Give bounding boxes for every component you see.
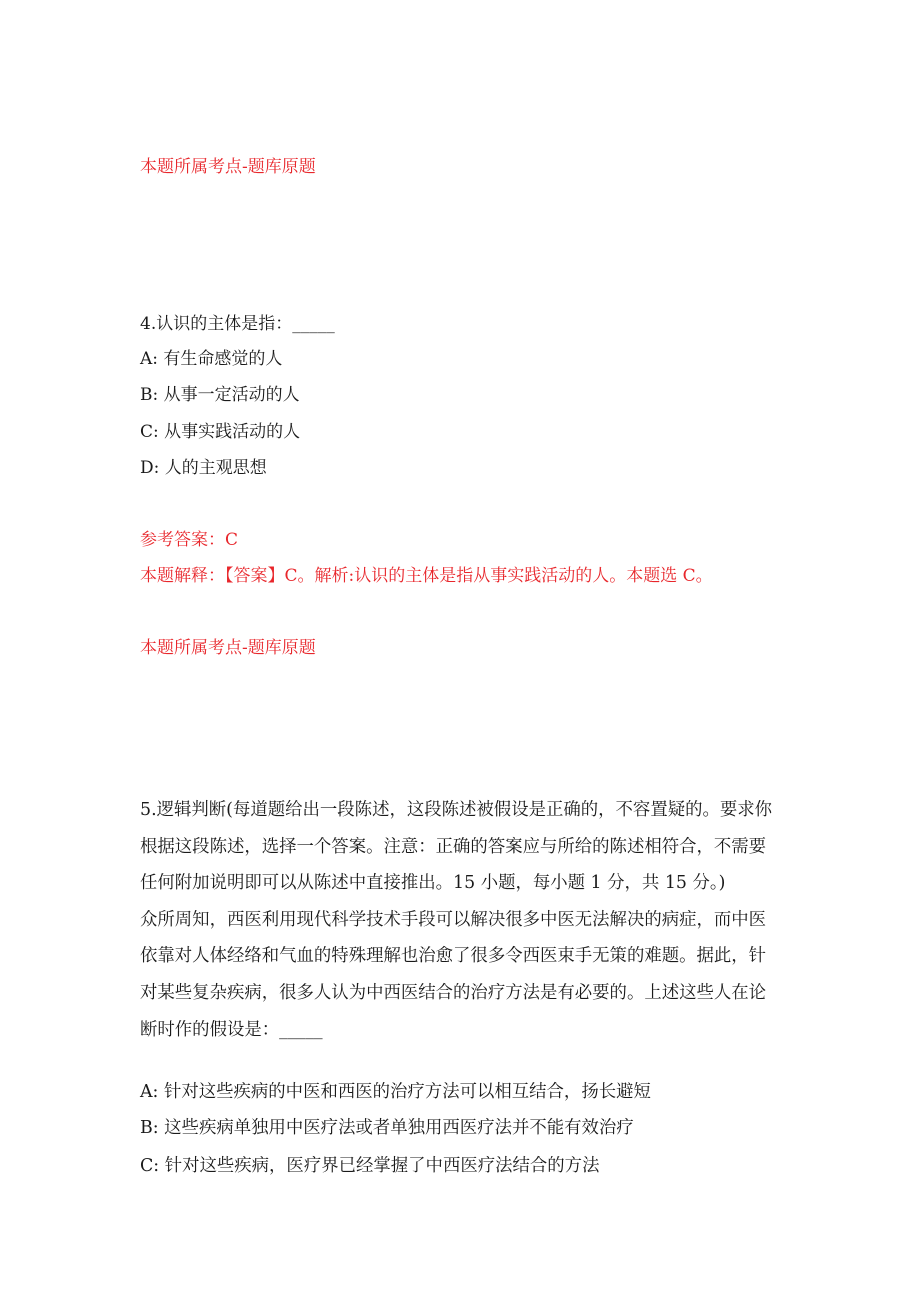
question5-instruction: 5.逻辑判断(每道题给出一段陈述，这段陈述被假设是正确的，不容置疑的。要求你根据这段陈述，选择一个答案。注意：正确的答案应与所给的陈述相符合，不需要任何附加说明即可以从陈述中直接推出。15 小题，每小题 1 分，共 15 分。) — [140, 800, 773, 894]
question4-source-note: 本题所属考点-题库原题 — [140, 638, 316, 658]
question5-option-c: C: 针对这些疾病，医疗界已经掌握了中西医疗法结合的方法 — [140, 1156, 600, 1176]
question4-option-b: B: 从事一定活动的人 — [140, 385, 300, 405]
question4-option-c: C: 从事实践活动的人 — [140, 422, 301, 442]
question5-option-a: A: 针对这些疾病的中医和西医的治疗方法可以相互结合，扬长避短 — [140, 1082, 651, 1102]
question4-option-a: A: 有生命感觉的人 — [140, 349, 283, 369]
question4-option-d: D: 人的主观思想 — [140, 458, 267, 478]
question4-explanation: 本题解释：【答案】C。解析:认识的主体是指从事实践活动的人。本题选 C。 — [140, 566, 713, 586]
question4-answer: 参考答案：C — [140, 530, 239, 550]
question5-option-b: B: 这些疾病单独用中医疗法或者单独用西医疗法并不能有效治疗 — [140, 1118, 634, 1138]
question5-passage: 众所周知，西医利用现代科学技术手段可以解决很多中医无法解决的病症，而中医依靠对人体经络和气血的特殊理解也治愈了很多令西医束手无策的难题。据此，针对某些复杂疾病，很多人认为中西医结合的治疗方法是有必要的。上述这些人在论断时作的假设是：_____ — [140, 909, 767, 1040]
question5-block — [140, 792, 780, 1048]
top-source-note: 本题所属考点-题库原题 — [140, 157, 316, 177]
question4-stem: 4.认识的主体是指：_____ — [140, 314, 335, 334]
